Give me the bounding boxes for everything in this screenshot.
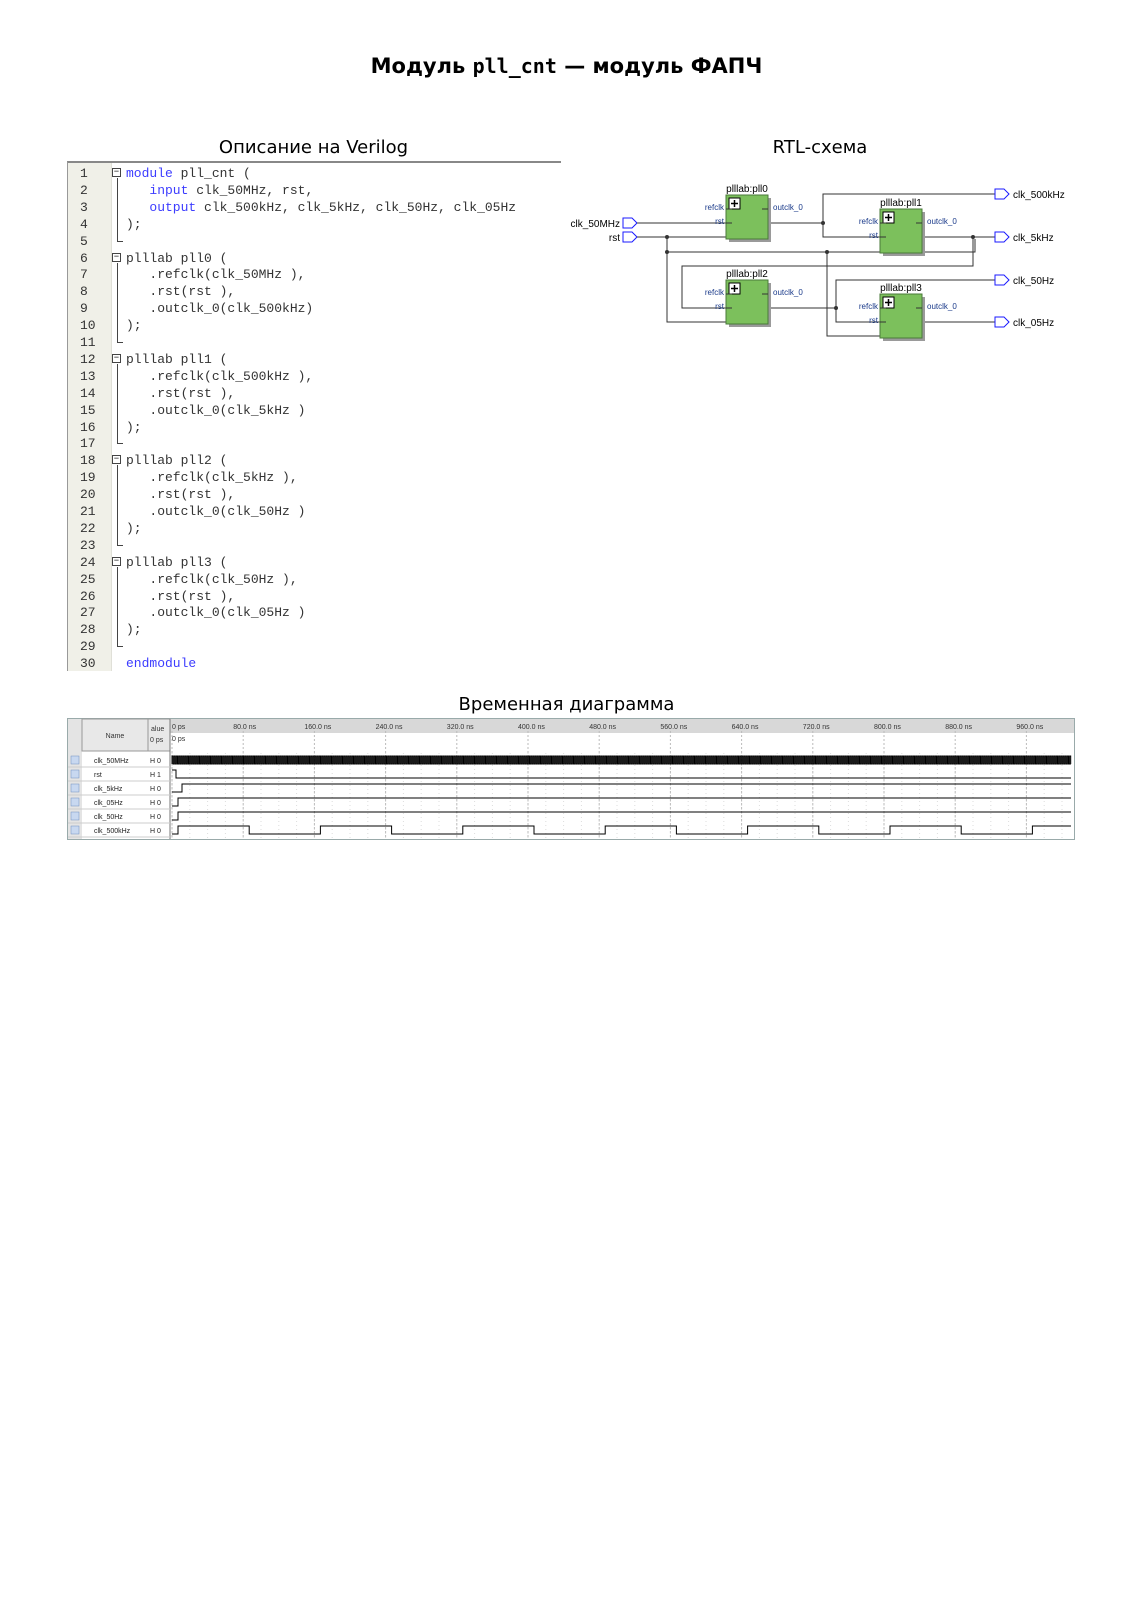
code-text	[126, 351, 227, 368]
fold-guide-end	[117, 545, 123, 546]
code-line[interactable]	[68, 435, 561, 452]
signal-value: H 0	[150, 758, 161, 765]
pll-block[interactable]	[859, 283, 957, 341]
output-port-label: clk_5kHz	[1013, 233, 1054, 244]
code-text	[126, 283, 235, 300]
signal-type-icon	[71, 770, 79, 778]
code-line[interactable]	[68, 283, 561, 300]
port-rst-label: rst	[869, 316, 878, 325]
code-token: .rst(rst ),	[126, 385, 236, 401]
code-token: plllab pll2 (	[126, 453, 228, 469]
code-line[interactable]	[68, 165, 561, 182]
code-text	[126, 571, 298, 588]
code-token: .outclk_0(clk_5kHz )	[126, 402, 306, 418]
title-prefix: Модуль	[370, 54, 466, 78]
port-out-label: outclk_0	[927, 302, 957, 311]
line-number: 5	[80, 233, 88, 249]
time-tick-label: 400.0 ns	[518, 724, 545, 731]
code-line[interactable]	[68, 351, 561, 368]
input-port-label: rst	[608, 233, 620, 244]
line-number: 23	[80, 537, 96, 553]
line-number: 9	[80, 301, 88, 317]
fold-guide	[117, 364, 118, 445]
signal-value: H 1	[150, 772, 161, 779]
signal-type-icon	[71, 798, 79, 806]
line-number: 19	[80, 470, 96, 486]
code-text	[126, 655, 196, 672]
code-text	[126, 266, 305, 283]
port-rst-label: rst	[715, 217, 724, 226]
line-number: 6	[80, 250, 88, 266]
code-line[interactable]	[68, 588, 561, 605]
waveform-trace	[172, 812, 1071, 820]
code-token: );	[126, 520, 142, 536]
output-port-clk_50Hz	[995, 275, 1054, 287]
rtl-wires	[651, 194, 995, 336]
code-token: .refclk(clk_5kHz ),	[126, 470, 298, 486]
line-number: 17	[80, 436, 96, 452]
signal-name: clk_50MHz	[94, 758, 129, 765]
line-number: 10	[80, 318, 96, 334]
code-token: plllab pll3 (	[126, 554, 228, 570]
code-text	[126, 419, 142, 436]
fold-guide-end	[117, 443, 123, 444]
pll-block-name: plllab:pll1	[880, 198, 922, 209]
code-line[interactable]	[68, 368, 561, 385]
column-header-value-time: 0 ps	[150, 737, 164, 744]
fold-guide-end	[117, 646, 123, 647]
code-line[interactable]	[68, 233, 561, 250]
code-token: );	[126, 318, 142, 334]
input-port-clk_50MHz	[571, 218, 651, 230]
pll-block[interactable]	[859, 198, 957, 256]
line-number: 8	[80, 284, 88, 300]
code-line[interactable]	[68, 554, 561, 571]
line-number: 26	[80, 588, 96, 604]
code-token	[126, 200, 149, 215]
time-tick-label: 80.0 ns	[233, 724, 257, 731]
line-number: 4	[80, 216, 88, 232]
code-text	[126, 486, 235, 503]
line-number: 3	[80, 199, 88, 215]
code-line[interactable]	[68, 469, 561, 486]
signal-type-icon	[71, 826, 79, 834]
signal-row-clk_5kHz[interactable]	[68, 784, 1071, 795]
fold-collapse-icon[interactable]: −	[113, 555, 120, 566]
code-token: .outclk_0(clk_500kHz)	[126, 301, 314, 317]
fold-collapse-icon[interactable]: −	[113, 251, 120, 262]
code-text	[126, 503, 305, 520]
code-keyword: input	[149, 182, 189, 198]
code-token: clk_50MHz, rst,	[188, 182, 314, 198]
code-token: .rst(rst ),	[126, 588, 236, 604]
code-line[interactable]	[68, 486, 561, 503]
code-token: plllab pll0 (	[126, 250, 228, 266]
code-text	[126, 588, 235, 605]
code-line[interactable]	[68, 621, 561, 638]
code-token	[126, 183, 149, 198]
port-refclk-label: refclk	[704, 203, 724, 212]
line-number: 12	[80, 351, 96, 367]
code-token: plllab pll1 (	[126, 351, 228, 367]
line-number: 29	[80, 639, 96, 655]
line-number: 27	[80, 605, 96, 621]
code-token: );	[126, 216, 142, 232]
code-text	[126, 199, 516, 216]
code-text	[126, 621, 142, 638]
code-token: pll_cnt (	[172, 166, 251, 181]
time-tick-label: 240.0 ns	[375, 724, 403, 731]
code-heading: Описание на Verilog	[218, 137, 409, 158]
line-number: 7	[80, 267, 88, 283]
line-number: 2	[80, 182, 88, 198]
code-token: .refclk(clk_50Hz ),	[126, 571, 298, 587]
code-text	[126, 250, 227, 267]
waveform-canvas[interactable]	[68, 719, 1074, 839]
input-port-label: clk_50MHz	[570, 219, 620, 230]
fold-guide-end	[117, 342, 123, 343]
code-line[interactable]	[68, 571, 561, 588]
code-line[interactable]	[68, 266, 561, 283]
waveform-trace	[172, 756, 1071, 764]
time-tick-label: 960.0 ns	[1016, 724, 1044, 731]
code-token: .outclk_0(clk_05Hz )	[126, 605, 306, 621]
code-line[interactable]	[68, 419, 561, 436]
code-text	[126, 402, 305, 419]
signal-value: H 0	[150, 814, 161, 821]
output-port-label: clk_500kHz	[1013, 190, 1065, 201]
signal-row-clk_500kHz[interactable]	[68, 826, 1071, 837]
column-header-value[interactable]: alue	[151, 726, 165, 733]
rtl-schematic	[570, 180, 1080, 350]
page-title	[0, 54, 1133, 78]
signal-row-clk_50MHz[interactable]	[68, 756, 1071, 767]
time-tick-label: 720.0 ns	[802, 724, 830, 731]
wave-heading: Временная диаграмма	[458, 694, 675, 715]
code-token: );	[126, 622, 142, 638]
code-line[interactable]	[68, 402, 561, 419]
fold-guide	[117, 567, 118, 648]
code-text	[126, 300, 313, 317]
line-number: 1	[80, 166, 88, 181]
code-token: .outclk_0(clk_50Hz )	[126, 504, 306, 519]
line-number: 18	[80, 453, 96, 469]
verilog-code-editor[interactable]	[67, 161, 561, 671]
rtl-heading: RTL-схема	[772, 137, 868, 158]
signal-type-icon	[71, 812, 79, 820]
cursor-label: 0 ps	[172, 736, 186, 743]
signal-value: H 0	[150, 786, 161, 793]
code-text	[126, 452, 227, 469]
fold-guide	[117, 465, 118, 546]
port-rst-label: rst	[715, 302, 724, 311]
waveform-trace	[172, 784, 1071, 792]
code-line[interactable]	[68, 520, 561, 537]
port-out-label: outclk_0	[927, 217, 957, 226]
pll-block[interactable]	[705, 269, 803, 327]
output-port-label: clk_50Hz	[1013, 276, 1055, 287]
time-tick-label: 480.0 ns	[589, 724, 617, 731]
pll-block-name: plllab:pll0	[726, 184, 768, 195]
line-number: 28	[80, 622, 96, 638]
signal-value: H 0	[150, 800, 161, 807]
code-text	[126, 385, 235, 402]
code-line[interactable]	[68, 655, 561, 672]
line-number: 25	[80, 571, 96, 587]
line-number: 22	[80, 520, 96, 536]
code-line[interactable]	[68, 199, 561, 216]
rtl-blocks	[705, 184, 957, 341]
output-port-label: clk_05Hz	[1013, 318, 1055, 329]
pll-block[interactable]	[705, 184, 803, 242]
line-number: 24	[80, 554, 96, 570]
signal-row-rst[interactable]	[68, 770, 1071, 781]
signal-row-clk_05Hz[interactable]	[68, 798, 1071, 809]
line-number: 20	[80, 487, 96, 503]
code-line[interactable]	[68, 385, 561, 402]
output-port-clk_500kHz	[995, 189, 1065, 201]
code-line[interactable]	[68, 300, 561, 317]
line-number: 16	[80, 419, 96, 435]
signal-row-clk_50Hz[interactable]	[68, 812, 1071, 823]
fold-collapse-icon[interactable]: −	[113, 352, 120, 363]
code-line[interactable]	[68, 182, 561, 199]
code-text	[126, 368, 313, 385]
output-port-clk_5kHz	[995, 232, 1054, 244]
output-port-clk_05Hz	[995, 317, 1054, 329]
time-tick-label: 880.0 ns	[945, 724, 973, 731]
pll-block-name: plllab:pll2	[726, 269, 768, 280]
column-header-name[interactable]: Name	[105, 733, 125, 740]
port-out-label: outclk_0	[773, 288, 803, 297]
time-tick-label: 560.0 ns	[660, 724, 688, 731]
code-text	[126, 182, 313, 199]
code-text	[126, 317, 142, 334]
waveform-trace	[172, 770, 1071, 778]
line-number: 30	[80, 656, 96, 672]
signal-name: clk_500kHz	[94, 828, 131, 835]
code-token: .rst(rst ),	[126, 487, 236, 503]
code-line[interactable]	[68, 638, 561, 655]
code-text	[126, 469, 298, 486]
code-text	[126, 520, 142, 537]
port-refclk-label: refclk	[858, 217, 878, 226]
waveform-viewer[interactable]	[67, 718, 1075, 840]
time-tick-label: 160.0 ns	[304, 724, 332, 731]
code-token: .refclk(clk_500kHz ),	[126, 368, 314, 384]
line-number: 15	[80, 402, 96, 418]
signal-name: rst	[94, 772, 102, 779]
code-text	[126, 165, 251, 182]
code-text	[126, 604, 305, 621]
time-tick-label: 640.0 ns	[731, 724, 759, 731]
title-module-code: pll_cnt	[472, 54, 557, 78]
fold-guide-end	[117, 241, 123, 242]
line-number: 14	[80, 385, 96, 401]
time-tick-label: 0 ps	[172, 724, 186, 731]
port-refclk-label: refclk	[858, 302, 878, 311]
input-port-rst	[609, 232, 651, 244]
code-line[interactable]	[68, 334, 561, 351]
code-text	[126, 216, 142, 233]
code-text	[126, 554, 227, 571]
code-keyword: endmodule	[126, 656, 197, 672]
line-number: 13	[80, 368, 96, 384]
port-rst-label: rst	[869, 231, 878, 240]
code-token: .refclk(clk_50MHz ),	[126, 267, 306, 283]
signal-name: clk_5kHz	[94, 786, 123, 793]
code-token: );	[126, 419, 142, 435]
line-number: 11	[80, 335, 96, 350]
code-line[interactable]	[68, 317, 561, 334]
code-line[interactable]	[68, 250, 561, 267]
fold-guide	[117, 263, 118, 344]
waveform-trace	[172, 826, 1071, 834]
code-keyword: module	[126, 166, 173, 181]
code-line[interactable]	[68, 216, 561, 233]
code-token: .rst(rst ),	[126, 284, 236, 300]
waveform-trace	[172, 798, 1071, 806]
port-refclk-label: refclk	[704, 288, 724, 297]
code-line[interactable]	[68, 503, 561, 520]
signal-type-icon	[71, 784, 79, 792]
code-line[interactable]	[68, 537, 561, 554]
fold-collapse-icon[interactable]: −	[113, 167, 120, 177]
line-number: 21	[80, 504, 96, 519]
fold-guide	[117, 178, 118, 242]
time-tick-label: 320.0 ns	[446, 724, 474, 731]
code-line[interactable]	[68, 604, 561, 621]
signal-name: clk_50Hz	[94, 814, 123, 821]
signal-name: clk_05Hz	[94, 800, 123, 807]
port-out-label: outclk_0	[773, 203, 803, 212]
time-tick-label: 800.0 ns	[874, 724, 901, 731]
pll-block-name: plllab:pll3	[880, 283, 922, 294]
title-suffix: — модуль ФАПЧ	[564, 54, 763, 78]
fold-collapse-icon[interactable]: −	[113, 454, 120, 465]
signal-type-icon	[71, 756, 79, 764]
code-token: clk_500kHz, clk_5kHz, clk_50Hz, clk_05Hz	[196, 199, 517, 215]
signal-value: H 0	[150, 828, 161, 835]
code-line[interactable]	[68, 452, 561, 469]
code-keyword: output	[149, 199, 197, 215]
